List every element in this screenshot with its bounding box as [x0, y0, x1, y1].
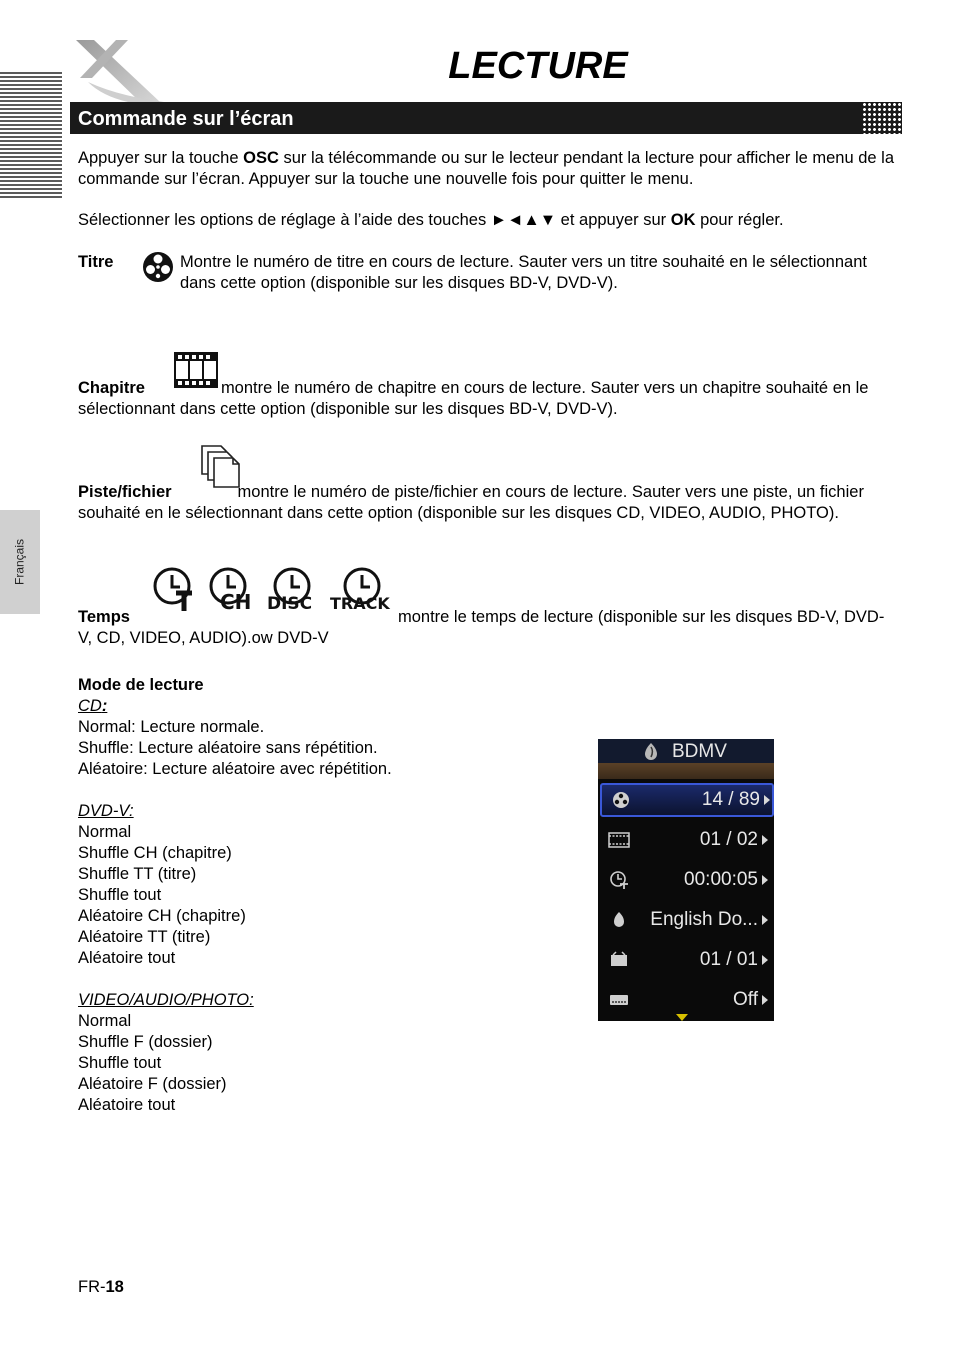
arrow-right-icon: [762, 955, 768, 965]
temps-paragraph: Temps montre le temps de lecture (disponible sur les disques BD-V, DVD-V, CD, VIDEO, AUDIO).ow DVD-V: [78, 608, 885, 647]
scroll-down-icon[interactable]: [676, 1014, 688, 1021]
section-title: Commande sur l’écran: [78, 108, 294, 130]
disc-drop-icon: [644, 742, 658, 760]
mode-section: [78, 675, 578, 1116]
mode-heading: Mode de lecture: [78, 676, 204, 694]
reel-icon: [141, 250, 175, 284]
chapitre-label: Chapitre: [78, 379, 145, 397]
cd-label: CD:: [78, 697, 108, 715]
osd-value: 00:00:05: [684, 869, 758, 890]
dot-pattern: [862, 102, 902, 134]
vap-line: Aléatoire tout: [78, 1096, 176, 1114]
clock-label-track: TRACK: [330, 594, 390, 613]
osd-value: 14 / 89: [701, 789, 760, 810]
intro-paragraph: Appuyer sur la touche OSC sur la télécommande ou sur le lecteur pendant la lecture pour afficher le menu de la commande sur l’écran. Appuyer sur la touche une nouvelle fois pour quitter le menu.: [78, 149, 895, 188]
arrow-right-icon: [762, 835, 768, 845]
clock-label-disc: DISC: [267, 594, 313, 613]
osd-row-chapter[interactable]: [600, 825, 770, 855]
arrow-right-icon: [762, 915, 768, 925]
osd-value: 01 / 02: [699, 829, 758, 850]
dvd-line: Aléatoire tout: [78, 949, 176, 967]
reel-icon: [610, 791, 632, 809]
titre-description: Montre le numéro de titre en cours de lecture. Sauter vers un titre souhaité en le sélectionnant dans cette option (disponible sur les disques BD-V, DVD-V).: [180, 253, 867, 292]
dvd-line: Shuffle CH (chapitre): [78, 844, 232, 862]
subtitle-icon: [608, 991, 630, 1009]
vap-line: Shuffle F (dossier): [78, 1033, 213, 1051]
decorative-stripes: [0, 72, 62, 198]
brand-logo-icon: [68, 38, 168, 104]
arrow-right-icon: [762, 875, 768, 885]
dvd-label: DVD-V:: [78, 802, 134, 820]
dvd-line: Shuffle tout: [78, 886, 162, 904]
vap-label: VIDEO/AUDIO/PHOTO:: [78, 991, 254, 1009]
cd-line: Normal: Lecture normale.: [78, 718, 265, 736]
audio-icon: [608, 911, 630, 929]
osd-header: [598, 739, 774, 763]
cd-line: Shuffle: Lecture aléatoire sans répétition.: [78, 739, 378, 757]
dvd-line: Normal: [78, 823, 132, 841]
osd-row-subtitle[interactable]: [600, 985, 770, 1015]
page-title: LECTURE: [448, 45, 628, 87]
piste-paragraph: Piste/fichier montre le numéro de piste/fichier en cours de lecture. Sauter vers une piste, un fichier souhaité en le sélectionnant dans cette option (disponible sur les disques CD, VIDEO, AUDIO, PHOTO).: [78, 483, 864, 522]
dvd-line: Aléatoire TT (titre): [78, 928, 211, 946]
osd-screenshot: [598, 739, 774, 1021]
osd-background-strip: [598, 763, 774, 779]
cd-line: Aléatoire: Lecture aléatoire avec répétition.: [78, 760, 392, 778]
vap-line: Aléatoire F (dossier): [78, 1075, 227, 1093]
osd-value: 01 / 01: [699, 949, 758, 970]
chapitre-paragraph: Chapitre montre le numéro de chapitre en cours de lecture. Sauter vers un chapitre souhaité en le sélectionnant dans cette option (disponible sur les disques BD-V, DVD-V).: [78, 379, 869, 418]
clock-label-ch: CH: [220, 590, 252, 613]
osd-value: English Do...: [650, 909, 758, 930]
osd-row-time[interactable]: [600, 865, 770, 895]
osd-header-text: BDMV: [672, 741, 727, 762]
vap-line: Normal: [78, 1012, 132, 1030]
navigation-paragraph: Sélectionner les options de réglage à l’aide des touches ►◄▲▼ et appuyer sur OK pour régler.: [78, 211, 784, 229]
osd-row-audio[interactable]: [600, 905, 770, 935]
dvd-line: Shuffle TT (titre): [78, 865, 197, 883]
dvd-line: Aléatoire CH (chapitre): [78, 907, 246, 925]
titre-label: Titre: [78, 253, 114, 271]
angle-icon: [608, 951, 630, 969]
arrow-right-icon: [762, 995, 768, 1005]
page-number: FR-18: [78, 1278, 124, 1296]
osd-row-title[interactable]: [600, 783, 774, 817]
film-icon: [608, 831, 630, 849]
vap-line: Shuffle tout: [78, 1054, 162, 1072]
temps-label: Temps: [78, 608, 130, 626]
piste-label: Piste/fichier: [78, 483, 172, 501]
arrow-right-icon: [764, 795, 770, 805]
language-tab: Français: [0, 510, 40, 614]
osd-value: Off: [733, 989, 758, 1010]
clock-icon: [608, 871, 630, 889]
section-header: [70, 102, 902, 134]
osd-row-angle[interactable]: [600, 945, 770, 975]
